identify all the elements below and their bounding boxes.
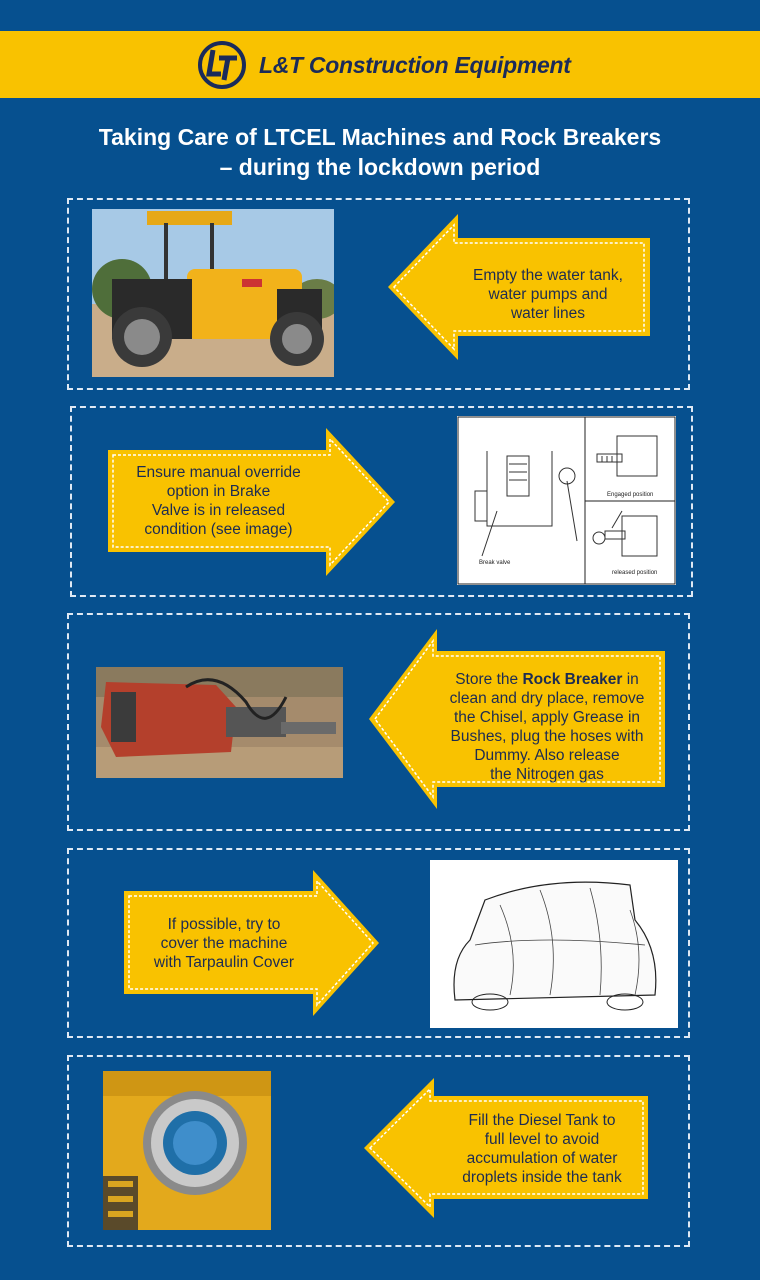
instruction-text-5: Fill the Diesel Tank to full level to avoid accumulation of water droplets inside the tank <box>462 1112 622 1186</box>
instruction-text-4: If possible, try to cover the machine with Tarpaulin Cover <box>153 916 295 971</box>
instruction-arrow-1 <box>388 214 650 360</box>
rock-breaker-photo <box>96 667 343 778</box>
brake-valve-diagram <box>457 416 676 585</box>
instruction-text-1: Empty the water tank, water pumps and water lines <box>473 267 623 322</box>
lt-logo-icon <box>197 40 247 90</box>
brake-valve-label: Break valve <box>479 560 511 566</box>
rock-breaker-highlight: Rock Breaker <box>522 671 623 688</box>
diesel-tank-opening-photo <box>103 1071 271 1230</box>
engaged-position-label: Engaged position <box>607 492 654 498</box>
instruction-arrow-4 <box>124 870 379 1016</box>
title-line-1: Taking Care of LTCEL Machines and Rock Breakers <box>98 124 662 150</box>
instruction-arrow-3 <box>369 629 665 809</box>
tarpaulin-covered-machine-sketch <box>430 860 678 1028</box>
soil-compactor-roller-photo <box>92 209 334 377</box>
page-title <box>0 122 760 182</box>
instruction-arrow-2 <box>108 428 395 576</box>
instruction-text-3: Store the Rock Breaker in clean and dry place, remove the Chisel, apply Grease in Bushes, plug the hoses with Dummy. Also release the Nitrogen gas <box>449 671 645 783</box>
instruction-arrow-5 <box>364 1078 648 1218</box>
title-line-2: – during the lockdown period <box>219 154 541 180</box>
brand-name: L&T Construction Equipment <box>259 51 571 78</box>
released-position-label: released position <box>612 570 658 576</box>
brand-logo <box>197 41 571 89</box>
instruction-text-2: Ensure manual override option in Brake Valve is in released condition (see image) <box>136 464 301 538</box>
